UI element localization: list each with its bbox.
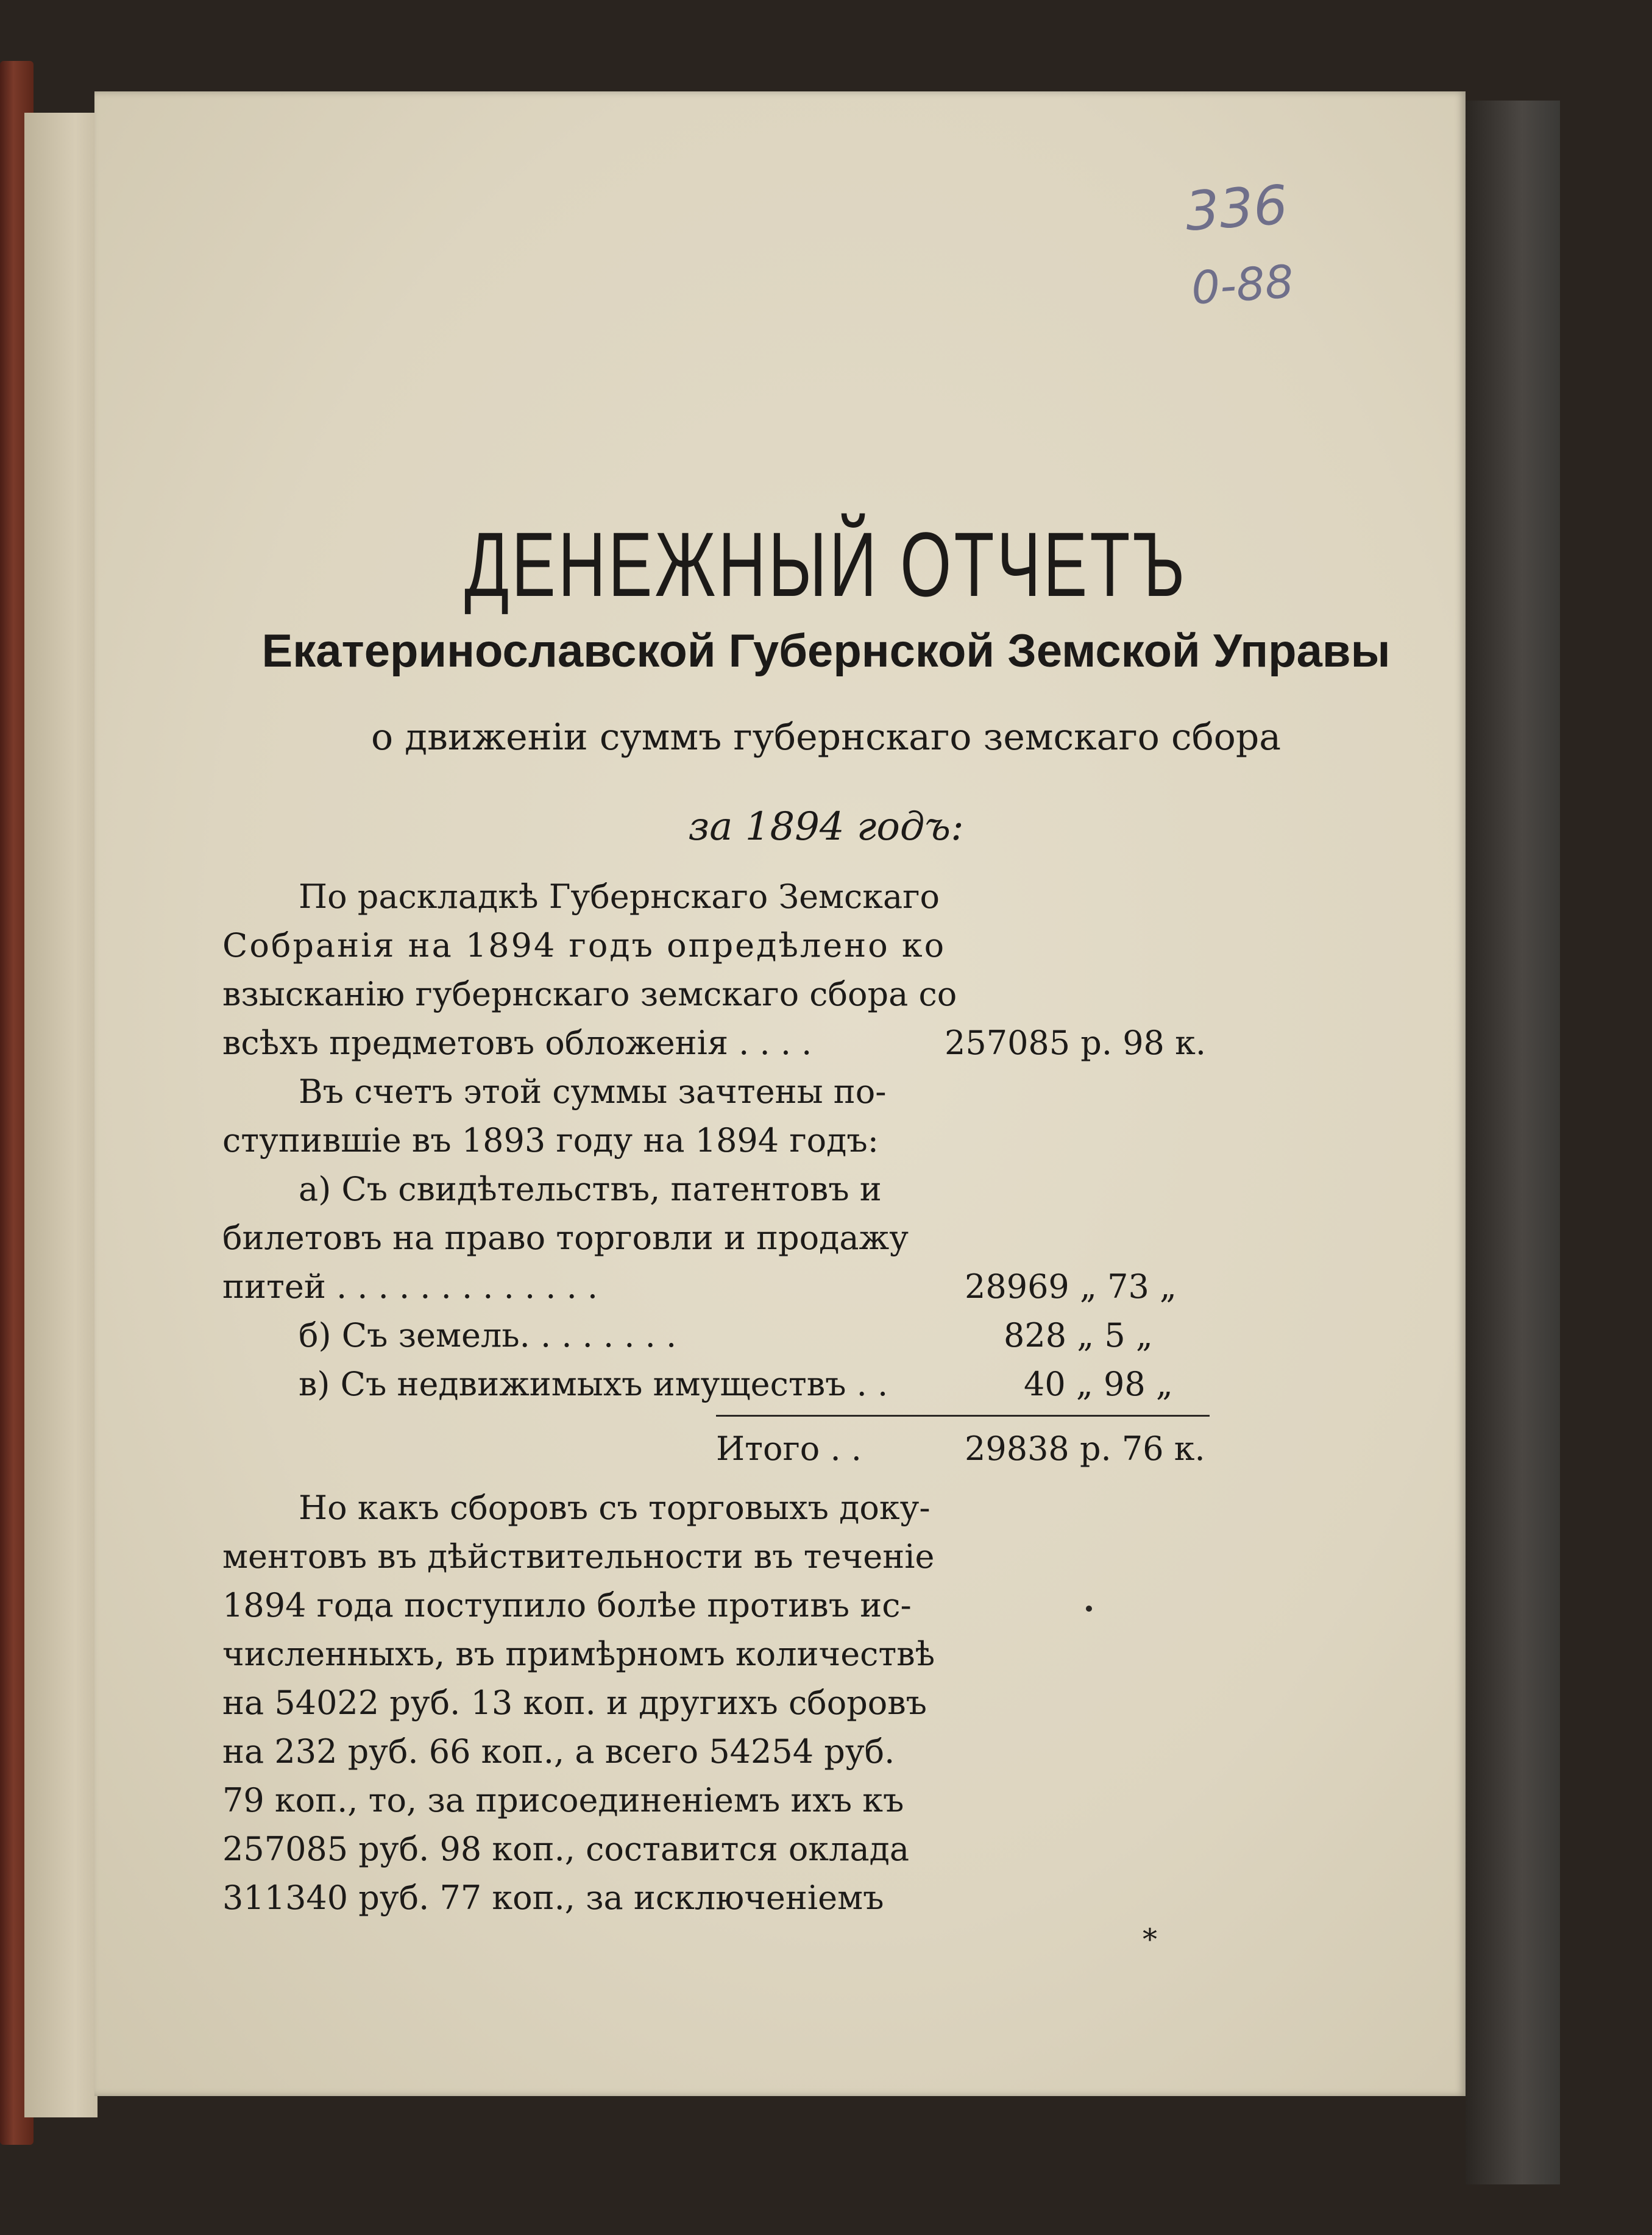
paragraph-line: Въ счетъ этой суммы зачтены по- bbox=[299, 1072, 887, 1111]
total-amount: 29838 р. 76 к. bbox=[965, 1429, 1205, 1468]
item-line: в) Съ недвижимыхъ имуществъ . . bbox=[299, 1365, 888, 1403]
amount-item-a: 28969 „ 73 „ bbox=[965, 1267, 1177, 1306]
ink-speck bbox=[1086, 1606, 1092, 1612]
handwritten-shelf-number: 336 bbox=[1183, 173, 1290, 243]
document-subtitle: Екатеринославской Губернской Земской Управы bbox=[261, 625, 1391, 677]
document-title: ДЕНЕЖНЫЙ ОТЧЕТЪ bbox=[464, 513, 1188, 615]
paragraph-line: 311340 руб. 77 коп., за исключеніемъ bbox=[222, 1879, 884, 1917]
paragraph-line: Но какъ сборовъ съ торговыхъ доку- bbox=[299, 1489, 931, 1527]
amount-item-b: 828 „ 5 „ bbox=[1004, 1316, 1153, 1355]
paragraph-line: взысканію губернскаго земскаго сбора со bbox=[222, 975, 957, 1013]
paragraph-line: По раскладкѣ Губернскаго Земскаго bbox=[299, 877, 940, 916]
paragraph-line: Собранія на 1894 годъ опредѣлено ко bbox=[222, 926, 946, 965]
sum-divider bbox=[716, 1415, 1210, 1417]
previous-page-edge bbox=[24, 113, 97, 2117]
paragraph-line: 257085 руб. 98 коп., составится оклада bbox=[222, 1830, 910, 1868]
paragraph-line: на 232 руб. 66 коп., а всего 54254 руб. bbox=[222, 1732, 895, 1771]
handwritten-catalog-code: 0-88 bbox=[1189, 255, 1296, 315]
item-line: питей . . . . . . . . . . . . . bbox=[222, 1267, 598, 1306]
paragraph-line: ментовъ въ дѣйствительности въ теченіе bbox=[222, 1537, 935, 1576]
document-year: за 1894 годъ: bbox=[688, 804, 964, 849]
amount-assessed: 257085 р. 98 к. bbox=[945, 1024, 1206, 1062]
item-line: билетовъ на право торговли и продажу bbox=[222, 1219, 909, 1257]
paragraph-line: численныхъ, въ примѣрномъ количествѣ bbox=[222, 1635, 935, 1673]
amount-item-c: 40 „ 98 „ bbox=[1024, 1365, 1173, 1403]
total-label: Итого . . bbox=[716, 1429, 862, 1468]
book-cover-edge bbox=[1466, 101, 1560, 2184]
paragraph-line: всѣхъ предметовъ обложенія . . . . bbox=[222, 1024, 812, 1062]
paragraph-line: на 54022 руб. 13 коп. и другихъ сборовъ bbox=[222, 1684, 927, 1722]
paragraph-line: ступившіе въ 1893 году на 1894 годъ: bbox=[222, 1121, 879, 1160]
item-line: б) Съ земель. . . . . . . . bbox=[299, 1316, 677, 1355]
document-intro: о движеніи суммъ губернскаго земскаго сбора bbox=[370, 716, 1282, 759]
item-line: а) Съ свидѣтельствъ, патентовъ и bbox=[299, 1170, 882, 1208]
paragraph-line: 79 коп., то, за присоединеніемъ ихъ къ bbox=[222, 1781, 904, 1819]
paragraph-line: 1894 года поступило болѣе противъ ис- bbox=[222, 1586, 912, 1624]
footer-signature-mark: * bbox=[1143, 1922, 1157, 1957]
